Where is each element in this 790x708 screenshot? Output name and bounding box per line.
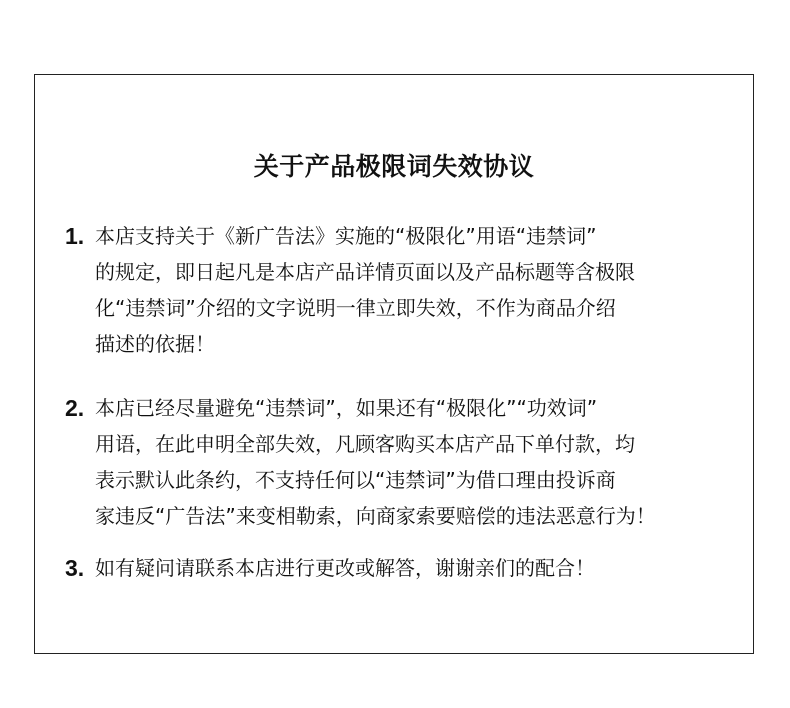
clause-1 — [65, 218, 735, 362]
agreement-title: 关于产品极限词失效协议 — [253, 152, 535, 181]
clause-text: 本店已经尽量避免“违禁词”，如果还有“极限化”“功效词” 用语，在此申明全部失效，凡顾客购买本店产品下单付款，均 表示默认此条约，不支持任何以“违禁词”为借口理由投诉商 家违反“广告法”来变相勒索，向商家索要赔偿的违法恶意行为！ — [95, 396, 656, 528]
clause-number: 1. — [65, 223, 85, 249]
clause-text: 如有疑问请联系本店进行更改或解答，谢谢亲们的配合！ — [95, 556, 595, 580]
clause-number: 2. — [65, 395, 85, 421]
agreement-frame — [34, 74, 754, 654]
clause-3 — [65, 550, 735, 586]
clause-2 — [65, 390, 735, 534]
clause-text: 本店支持关于《新广告法》实施的“极限化”用语“违禁词” 的规定，即日起凡是本店产品详情页面以及产品标题等含极限 化“违禁词”介绍的文字说明一律立即失效，不作为商品介绍 描述的依据！ — [95, 224, 635, 356]
clause-number: 3. — [65, 555, 85, 581]
